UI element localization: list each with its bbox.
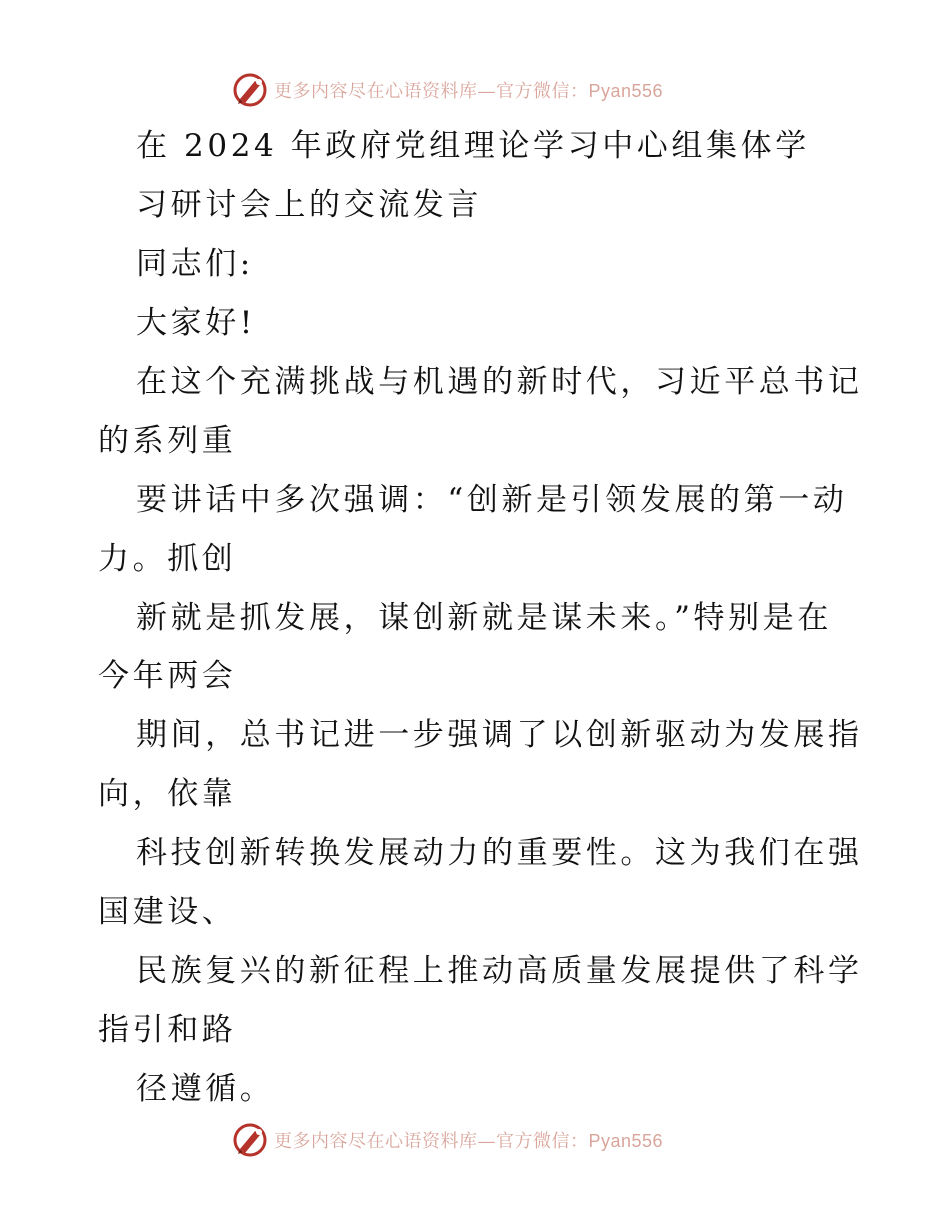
paragraph-line: 力。抓创 xyxy=(98,541,237,577)
wechat-id: Pyan556 xyxy=(588,1131,664,1151)
paragraph-line: 指引和路 xyxy=(98,1012,237,1048)
paragraph-line: 向，依靠 xyxy=(98,776,237,812)
paragraph-line: 要讲话中多次强调：“创新是引领发展的第一动 xyxy=(136,482,848,518)
paragraph-line: 在这个充满挑战与机遇的新时代，习近平总书记 xyxy=(136,364,863,400)
paragraph-line: 今年两会 xyxy=(98,658,237,694)
paragraph-line: 径遵循。 xyxy=(136,1071,275,1107)
watermark-text: 更多内容尽在心语资料库—官方微信：Pyan556 xyxy=(274,1131,664,1152)
greeting: 大家好! xyxy=(136,305,256,341)
wechat-id: Pyan556 xyxy=(588,81,664,101)
paragraph-line: 科技创新转换发展动力的重要性。这为我们在强 xyxy=(136,835,863,871)
watermark-banner-bottom xyxy=(232,1120,712,1160)
paragraph-line: 国建设、 xyxy=(98,894,237,930)
document-title-line-1: 在 2024 年政府党组理论学习中心组集体学 xyxy=(136,128,810,164)
document-title-line-2: 习研讨会上的交流发言 xyxy=(136,187,482,223)
salutation: 同志们: xyxy=(136,246,254,282)
pen-in-circle-logo-icon xyxy=(232,1122,268,1158)
paragraph-line: 期间，总书记进一步强调了以创新驱动为发展指 xyxy=(136,717,863,753)
paragraph-line: 的系列重 xyxy=(98,423,237,459)
paragraph-line: 新就是抓发展，谋创新就是谋未来。”特别是在 xyxy=(136,600,832,636)
watermark-text: 更多内容尽在心语资料库—官方微信：Pyan556 xyxy=(274,81,664,102)
paragraph-line: 民族复兴的新征程上推动高质量发展提供了科学 xyxy=(136,953,863,989)
